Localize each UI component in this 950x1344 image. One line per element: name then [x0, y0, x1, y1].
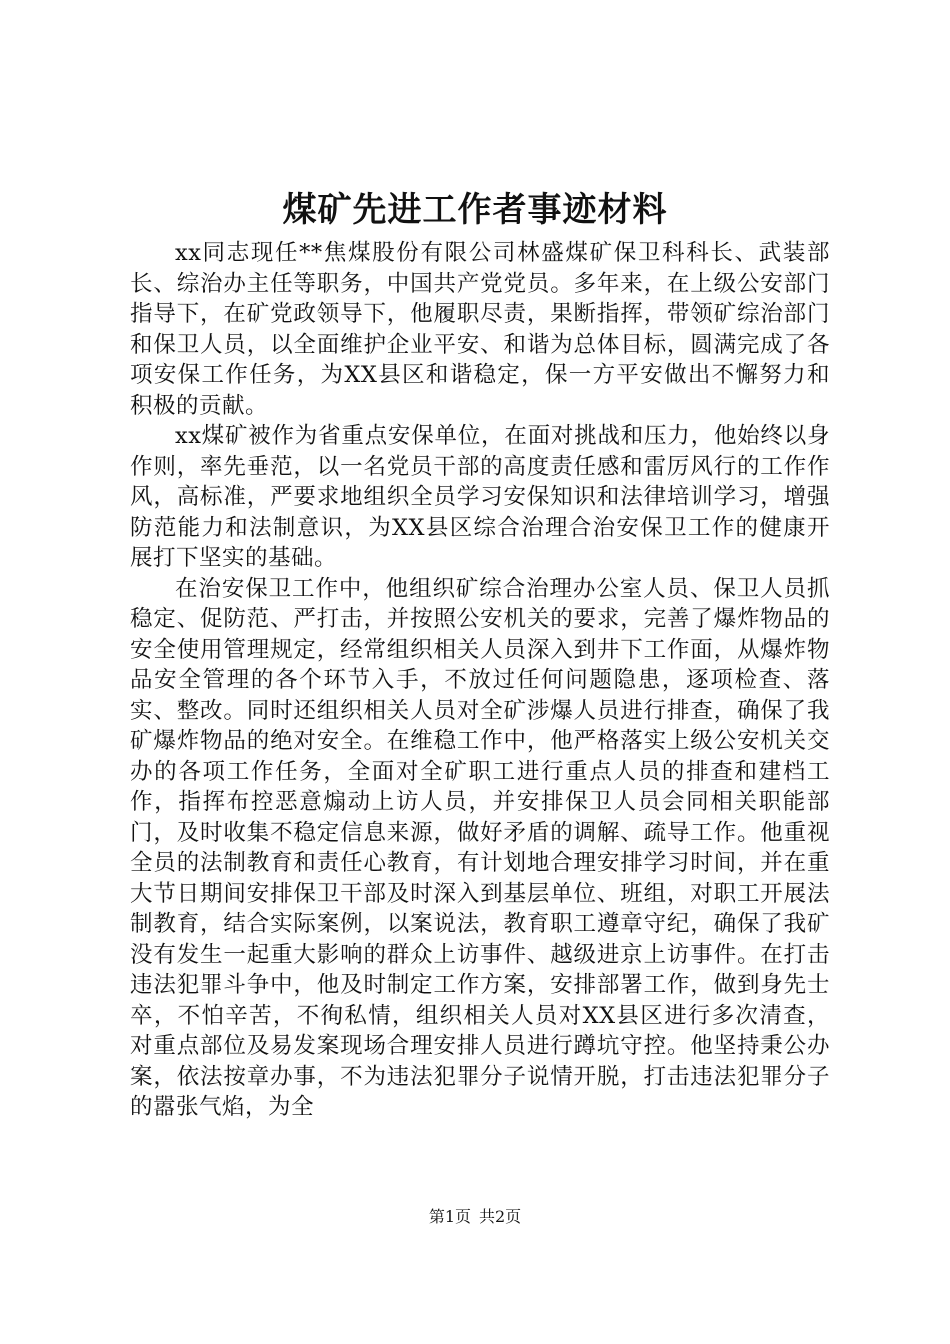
page-footer: [0, 1206, 950, 1228]
page-total: 共2页: [479, 1207, 522, 1226]
paragraph: xx同志现任**焦煤股份有限公司林盛煤矿保卫科科长、武装部长、综治办主任等职务，中国共产党党员。多年来，在上级公安部门指导下，在矿党政领导下，他履职尽责，果断指挥，带领矿综治部门和保卫人员，以全面维护企业平安、和谐为总体目标，圆满完成了各项安保工作任务，为XX县区和谐稳定，保一方平安做出不懈努力和积极的贡献。: [130, 240, 830, 419]
document-body: [130, 238, 830, 1123]
paragraph: xx煤矿被作为省重点安保单位，在面对挑战和压力，他始终以身作则，率先垂范，以一名党员干部的高度责任感和雷厉风行的工作作风，高标准，严要求地组织全员学习安保知识和法律培训学习，增强防范能力和法制意识，为XX县区综合治理合治安保卫工作的健康开展打下坚实的基础。: [130, 423, 830, 571]
page-number: 第1页: [428, 1207, 471, 1226]
document-title: 煤矿先进工作者事迹材料: [282, 190, 668, 230]
paragraph: 在治安保卫工作中，他组织矿综合治理办公室人员、保卫人员抓稳定、促防范、严打击，并按照公安机关的要求，完善了爆炸物品的安全使用管理规定，经常组织相关人员深入到井下工作面，从爆炸物品安全管理的各个环节入手，不放过任何问题隐患，逐项检查、落实、整改。同时还组织相关人员对全矿涉爆人员进行排查，确保了我矿爆炸物品的绝对安全。在维稳工作中，他严格落实上级公安机关交办的各项工作任务，全面对全矿职工进行重点人员的排查和建档工作，指挥布控恶意煽动上访人员，并安排保卫人员会同相关职能部门，及时收集不稳定信息来源，做好矛盾的调解、疏导工作。他重视全员的法制教育和责任心教育，有计划地合理安排学习时间，并在重大节日期间安排保卫干部及时深入到基层单位、班组，对职工开展法制教育，结合实际案例，以案说法，教育职工遵章守纪，确保了我矿没有发生一起重大影响的群众上访事件、越级进京上访事件。在打击违法犯罪斗争中，他及时制定工作方案，安排部署工作，做到身先士卒，不怕辛苦，不徇私情，组织相关人员对XX县区进行多次清查，对重点部位及易发案现场合理安排人员进行蹲坑守控。他坚持秉公办案，依法按章办事，不为违法犯罪分子说情开脱，打击违法犯罪分子的嚣张气焰，为全: [130, 575, 830, 1120]
